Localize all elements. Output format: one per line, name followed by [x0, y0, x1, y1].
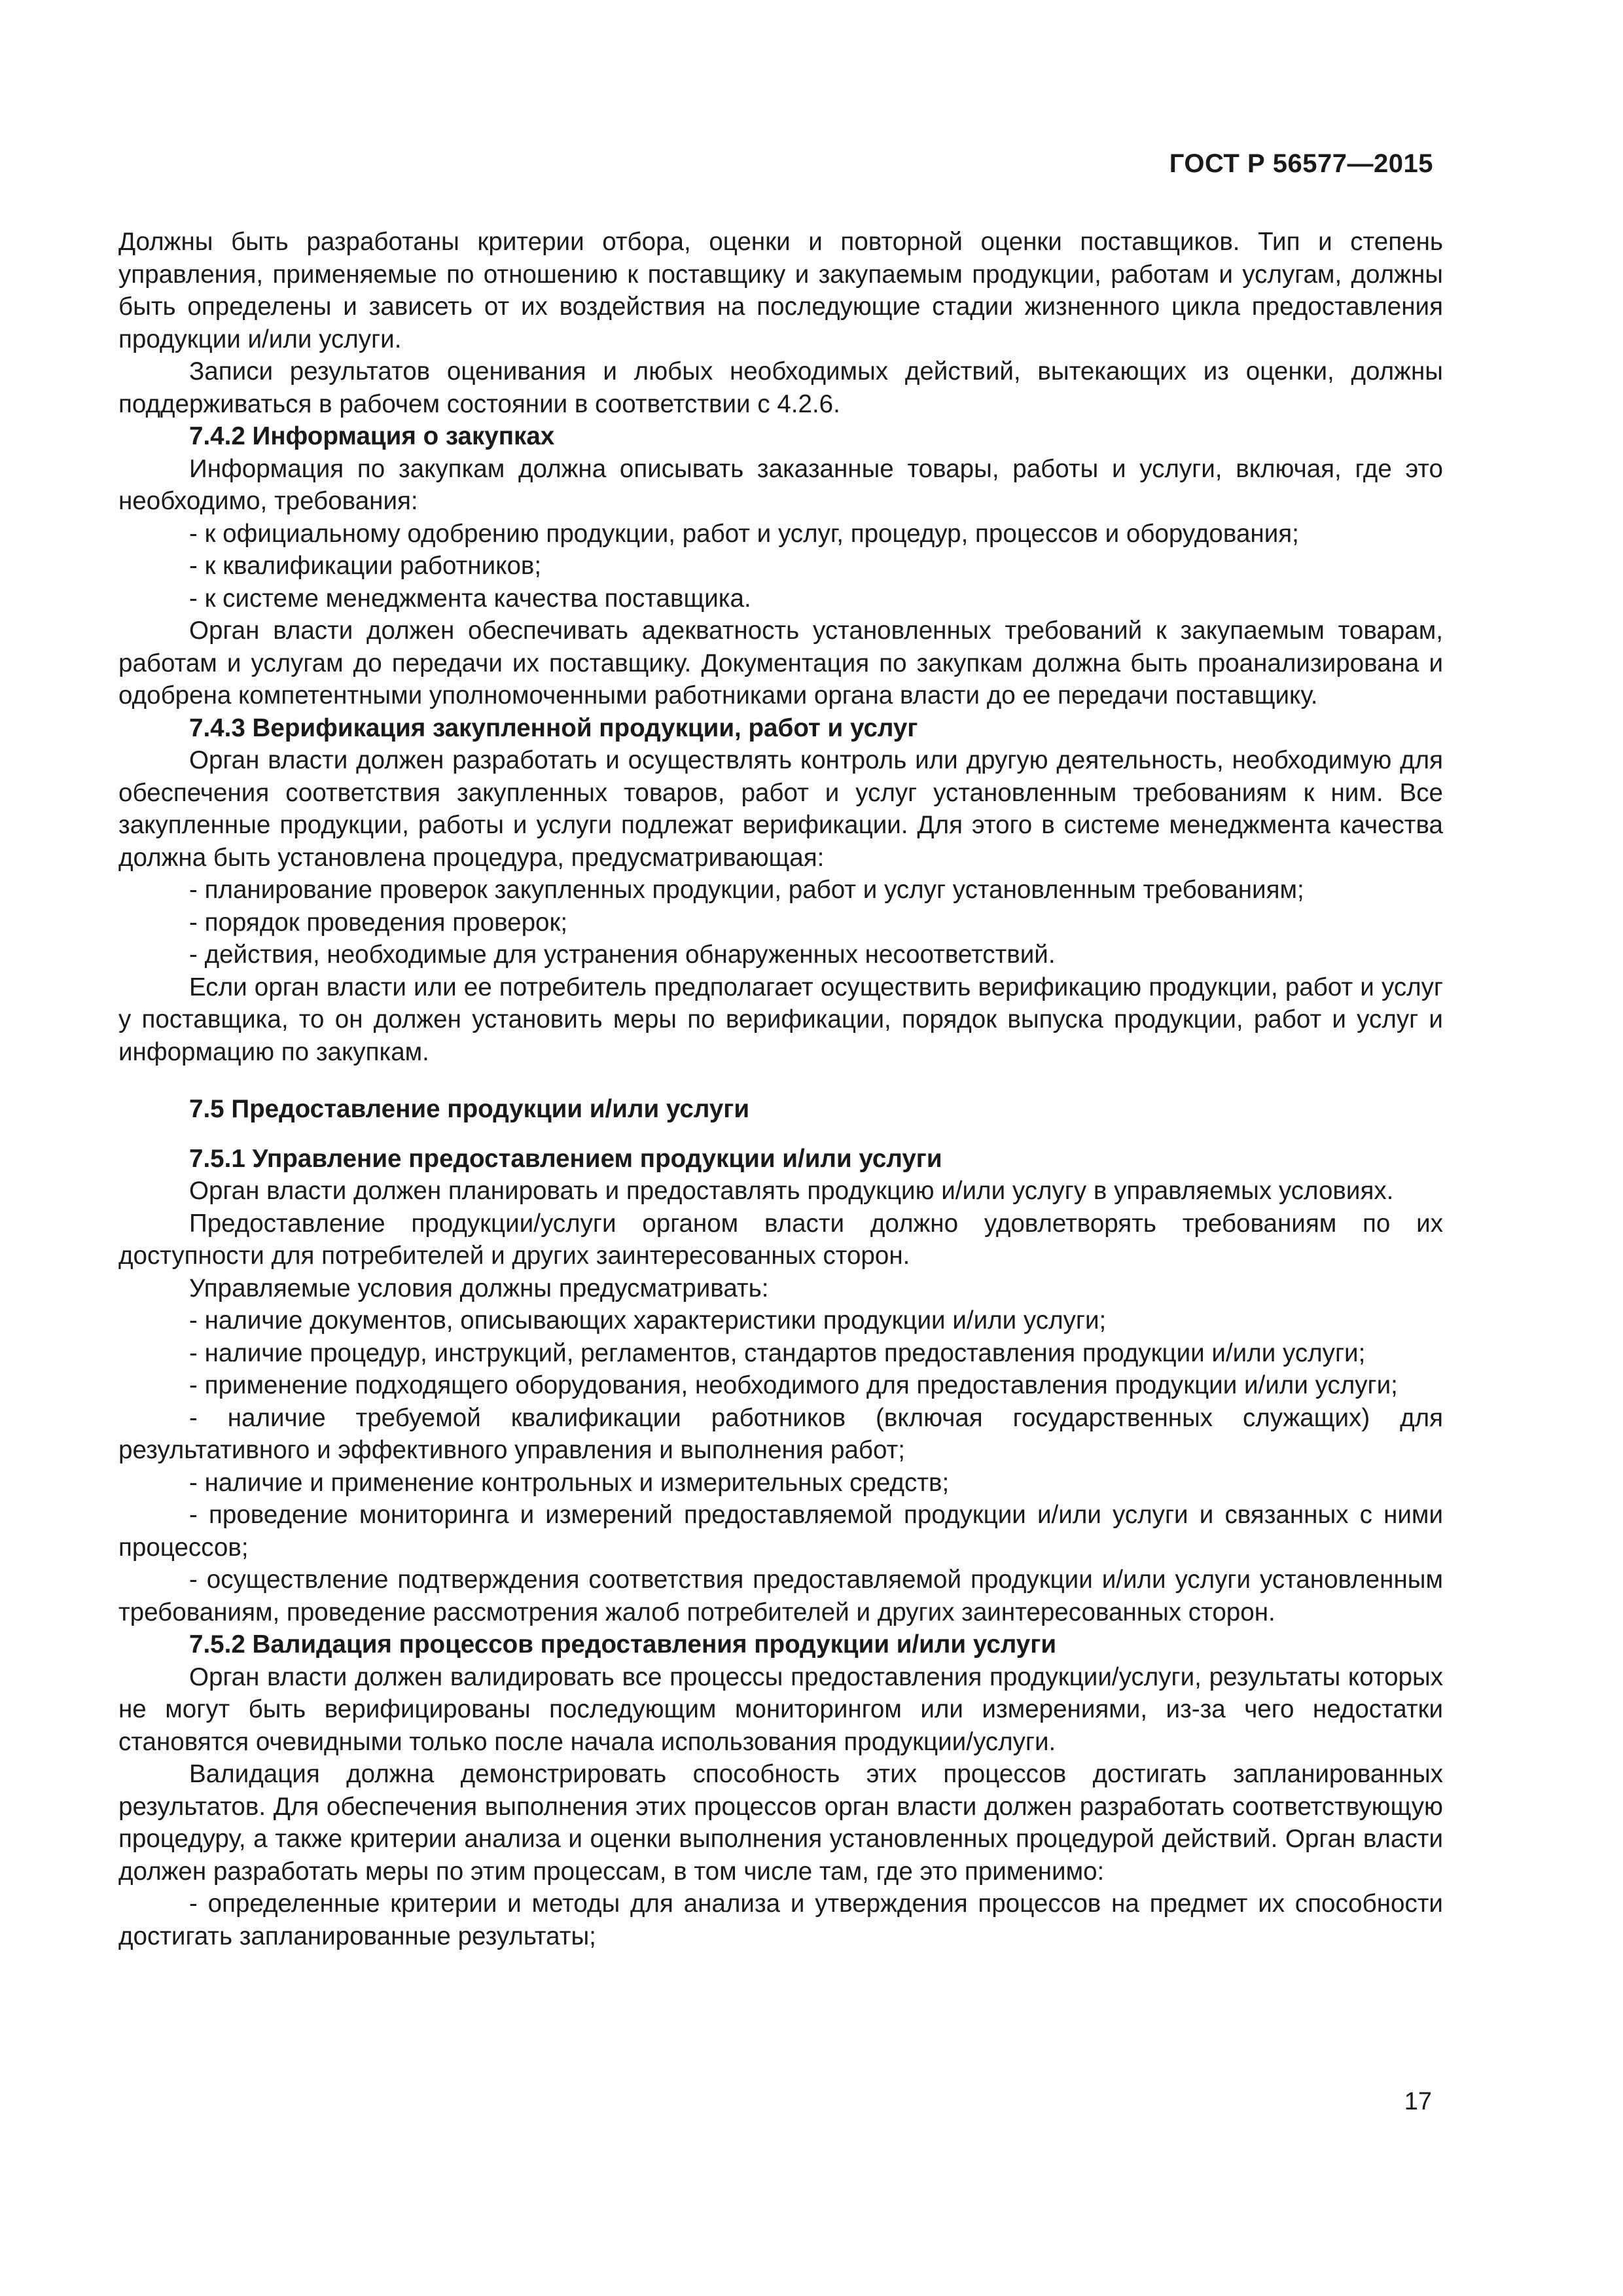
list-item: - определенные критерии и методы для анализа и утверждения процессов на предмет их способности достигать запланированные результаты; — [118, 1890, 1443, 1950]
list-item: - планирование проверок закупленных продукции, работ и услуг установленным требованиям; — [189, 876, 1304, 904]
paragraph: Должны быть разработаны критерии отбора, оценки и повторной оценки поставщиков. Тип и степень управления, применяемые по отношению к поставщику и закупаемым продукции, работам и услугам, должны быть определены и зависеть от их воздействия на последующие стадии жизненного цикла предоставления продукции и/или услуги. — [118, 228, 1443, 353]
paragraph: Если орган власти или ее потребитель предполагает осуществить верификацию продукции, работ и услуг у поставщика, то он должен установить меры по верификации, порядок выпуска продукции, работ и услуг и информацию по закупкам. — [118, 973, 1443, 1066]
section-heading-7-5-1: 7.5.1 Управление предоставлением продукции и/или услуги — [189, 1144, 942, 1173]
paragraph: Орган власти должен валидировать все процессы предоставления продукции/услуги, результаты которых не могут быть верифицированы последующим мониторингом или измерениями, из-за чего недостатки становятся очевидными только после начала использования продукции/услуги. — [118, 1662, 1443, 1756]
list-item: - проведение мониторинга и измерений предоставляемой продукции и/или услуги и связанных с ними процессов; — [118, 1501, 1443, 1562]
document-code-header: ГОСТ Р 56577—2015 — [1169, 149, 1433, 178]
list-item: - к системе менеджмента качества поставщика. — [189, 584, 751, 613]
list-item: - к официальному одобрению продукции, работ и услуг, процедур, процессов и оборудования; — [189, 519, 1299, 548]
paragraph: Информация по закупкам должна описывать заказанные товары, работы и услуги, включая, где это необходимо, требования: — [118, 454, 1443, 515]
paragraph: Орган власти должен разработать и осуществлять контроль или другую деятельность, необходимую для обеспечения соответствия закупленных товаров, работ и услуг установленным требованиям к ним. Все закупленные продукции, работы и услуги подлежат верификации. Для этого в системе менеджмента качества должна быть установлена процедура, предусматривающая: — [118, 746, 1443, 872]
list-item: - наличие документов, описывающих характеристики продукции и/или услуги; — [189, 1306, 1107, 1335]
paragraph: Валидация должна демонстрировать способность этих процессов достигать запланированных результатов. Для обеспечения выполнения этих процессов орган власти должен разработать соответствующую процедуру, а также критерии анализа и оценки выполнения установленных процедурой действий. Орган власти должен разработать меры по этим процессам, в том числе там, где это применимо: — [118, 1760, 1443, 1886]
paragraph: Записи результатов оценивания и любых необходимых действий, вытекающих из оценки, должны поддерживаться в рабочем состоянии в соответствии с 4.2.6. — [118, 357, 1443, 418]
list-item: - применение подходящего оборудования, необходимого для предоставления продукции и/или услуги; — [189, 1371, 1398, 1399]
list-item: - наличие требуемой квалификации работников (включая государственных служащих) для результативного и эффективного управления и выполнения работ; — [118, 1403, 1443, 1464]
list-item: - к квалификации работников; — [189, 552, 542, 580]
page-number: 17 — [1404, 2088, 1432, 2115]
document-body — [118, 226, 1443, 1952]
paragraph: Предоставление продукции/услуги органом власти должно удовлетворять требованиям по их доступности для потребителей и других заинтересованных сторон. — [118, 1209, 1443, 1270]
list-item: - наличие и применение контрольных и измерительных средств; — [189, 1468, 950, 1497]
paragraph: Орган власти должен обеспечивать адекватность установленных требований к закупаемым товарам, работам и услугам до передачи их поставщику. Документация по закупкам должна быть проанализирована и одобрена компетентными уполномоченными работниками органа власти до ее передачи поставщику. — [118, 617, 1443, 709]
list-item: - осуществление подтверждения соответствия предоставляемой продукции и/или услуги установленным требованиям, проведение рассмотрения жалоб потребителей и других заинтересованных сторон. — [118, 1566, 1443, 1626]
section-heading-7-5: 7.5 Предоставление продукции и/или услуги — [189, 1095, 750, 1123]
list-item: - действия, необходимые для устранения обнаруженных несоответствий. — [189, 941, 1056, 969]
list-item: - порядок проведения проверок; — [189, 908, 568, 937]
section-heading-7-5-2: 7.5.2 Валидация процессов предоставления продукции и/или услуги — [189, 1630, 1057, 1659]
paragraph: Орган власти должен планировать и предоставлять продукцию и/или услугу в управляемых условиях. — [189, 1177, 1394, 1205]
section-heading-7-4-2: 7.4.2 Информация о закупках — [189, 422, 555, 450]
list-item: - наличие процедур, инструкций, регламентов, стандартов предоставления продукции и/или услуги; — [189, 1338, 1366, 1367]
paragraph: Управляемые условия должны предусматривать: — [189, 1274, 769, 1302]
section-heading-7-4-3: 7.4.3 Верификация закупленной продукции, работ и услуг — [189, 713, 918, 742]
